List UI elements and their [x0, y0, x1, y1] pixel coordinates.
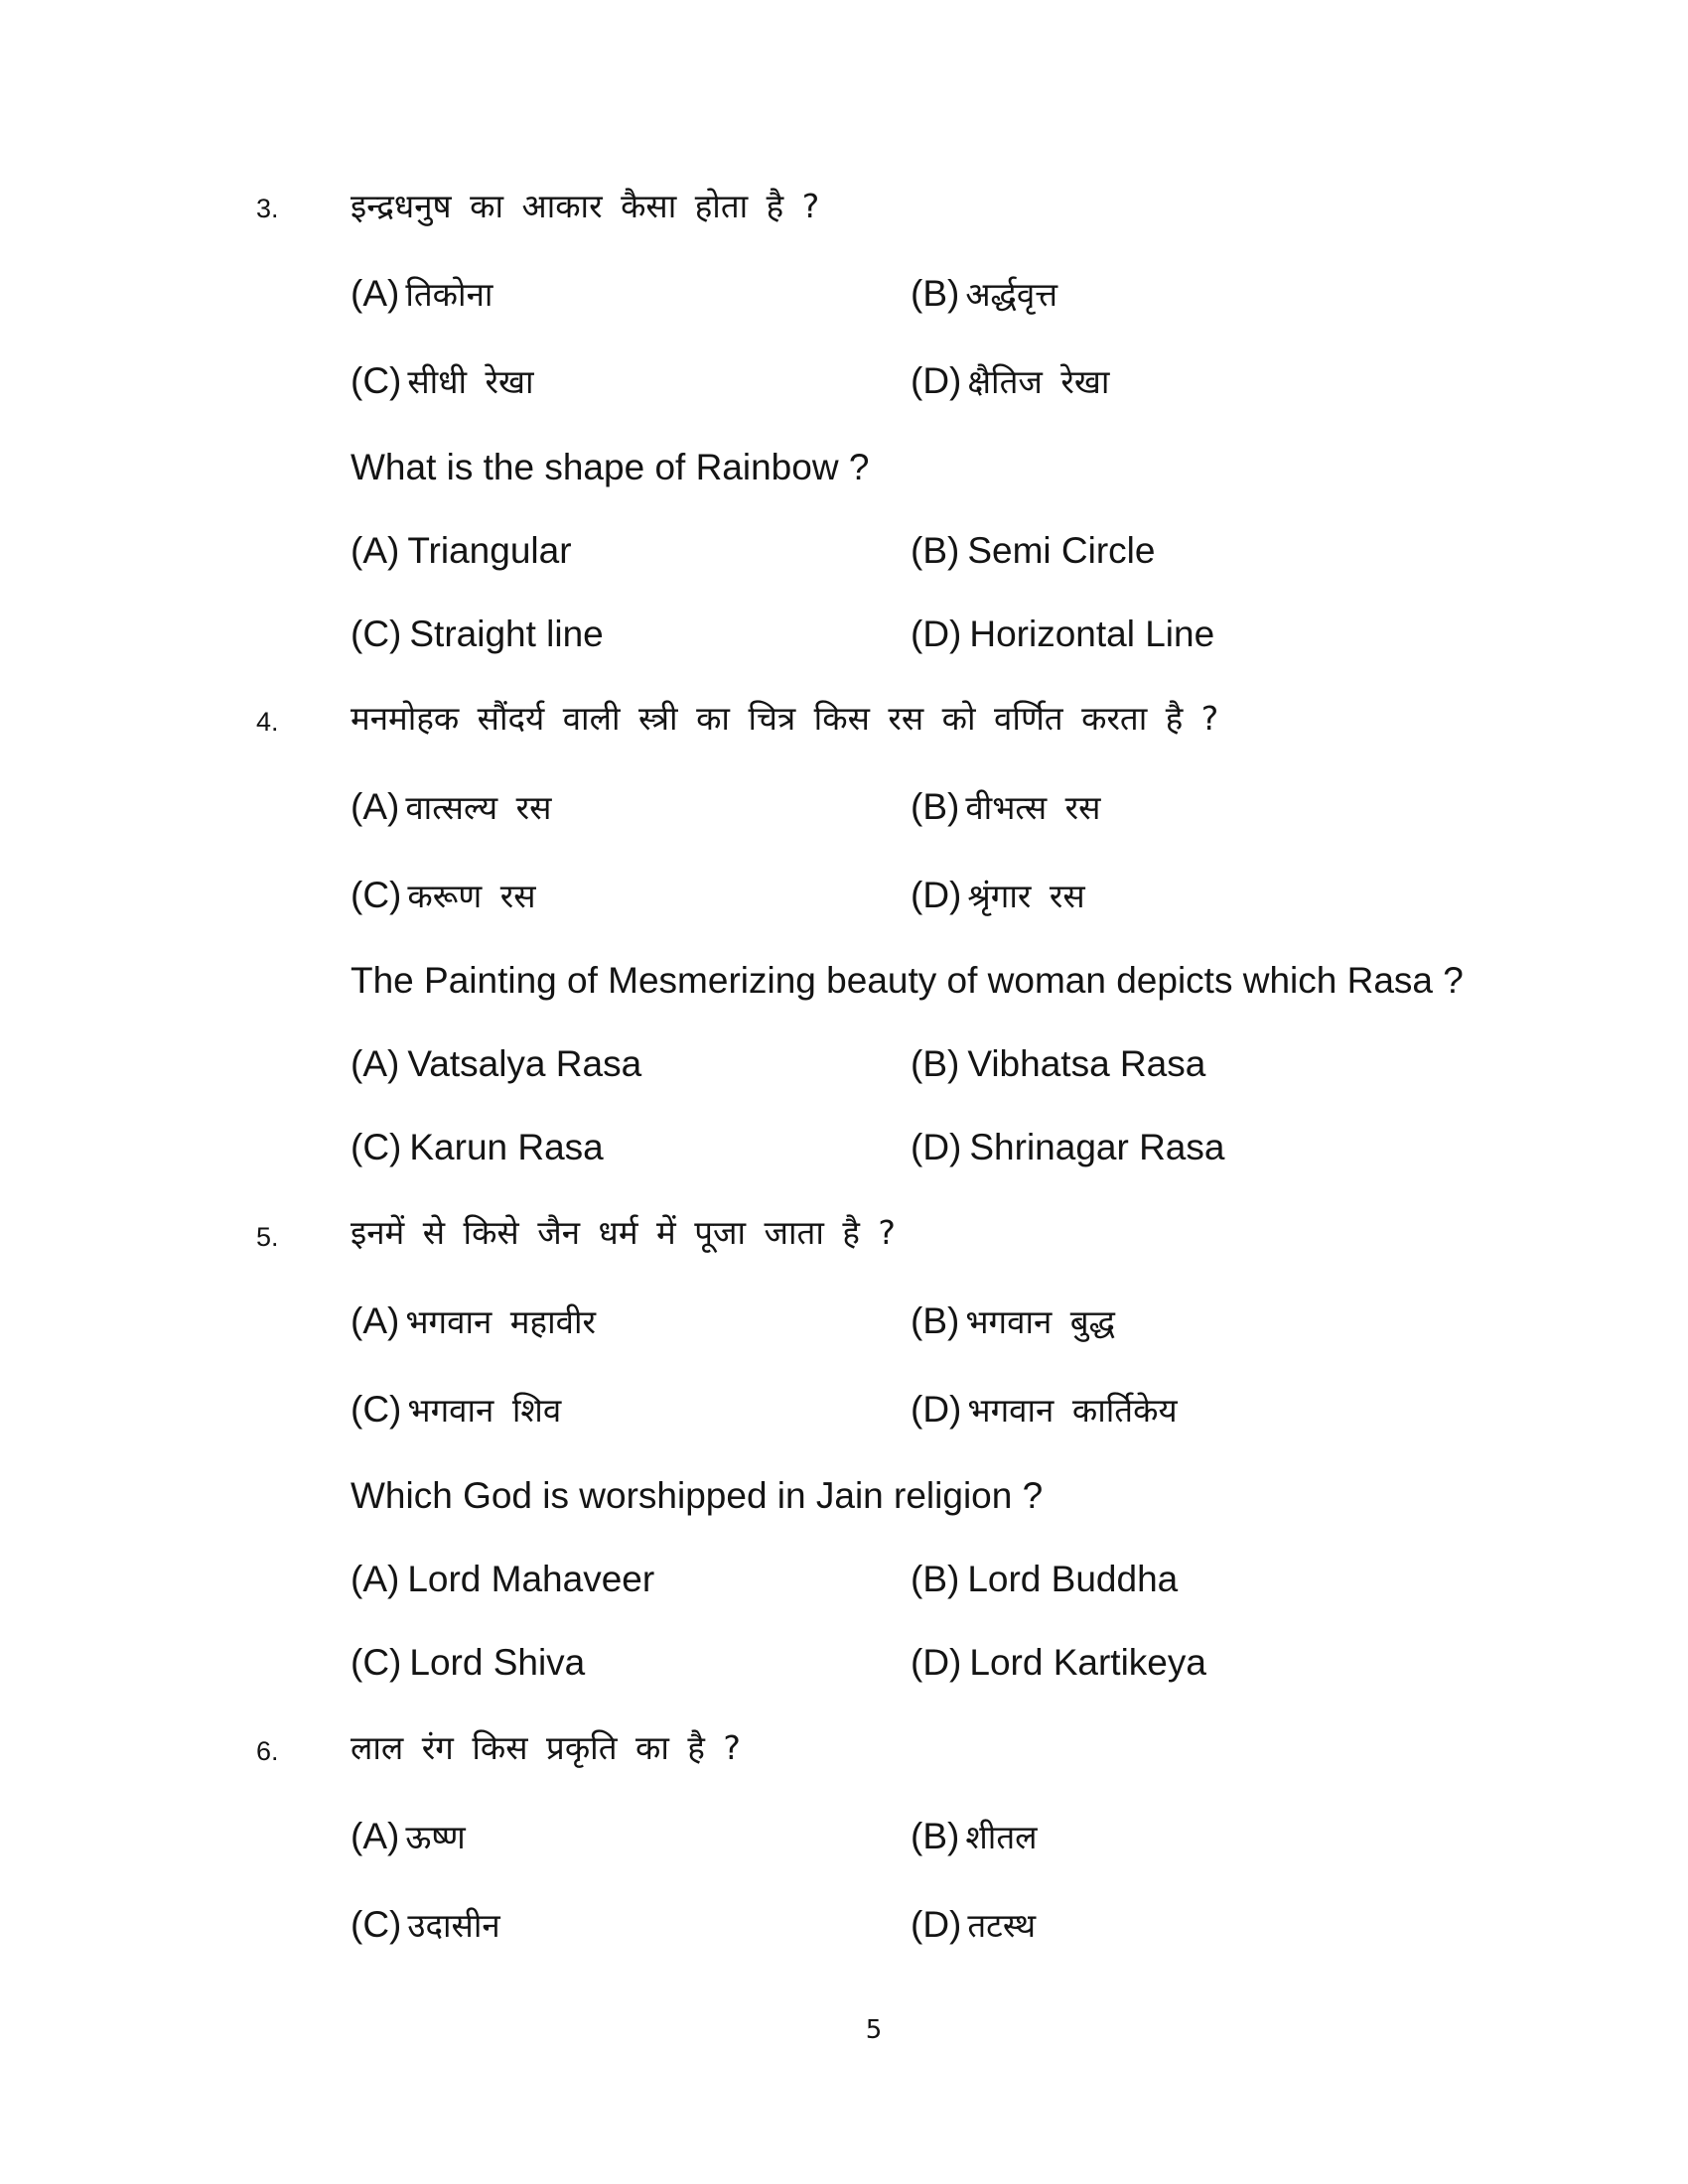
question-text-english: What is the shape of Rainbow ? — [351, 447, 870, 487]
option-a-hindi — [351, 785, 552, 830]
option-label: (C) — [351, 1904, 402, 1945]
option-text: भगवान महावीर — [405, 1302, 597, 1341]
option-a-hindi — [351, 1299, 596, 1344]
option-label: (A) — [351, 1300, 400, 1341]
option-label: (A) — [351, 1559, 400, 1599]
question-text-hindi: इनमें से किसे जैन धर्म में पूजा जाता है ? — [351, 1213, 896, 1252]
option-d-english — [911, 1641, 1206, 1685]
option-d-hindi — [911, 359, 1109, 404]
option-b-hindi — [911, 785, 1100, 830]
option-text: श्रृंगार रस — [967, 877, 1085, 915]
option-text: तटस्थ — [967, 1906, 1037, 1945]
option-label: (B) — [911, 1816, 960, 1856]
option-label: (D) — [911, 1127, 962, 1167]
option-text: सीधी रेखा — [407, 362, 534, 401]
option-text: Triangular — [407, 530, 572, 571]
option-b-hindi — [911, 1815, 1038, 1859]
question-number: 5. — [256, 1222, 279, 1252]
option-text: Vibhatsa Rasa — [967, 1043, 1206, 1084]
page-number: 5 — [865, 2015, 883, 2045]
option-text: Horizontal Line — [969, 614, 1215, 654]
option-text: करूण रस — [407, 877, 536, 915]
option-label: (A) — [351, 273, 400, 314]
option-label: (D) — [911, 360, 962, 401]
option-text: वात्सल्य रस — [405, 788, 552, 827]
option-label: (B) — [911, 1559, 960, 1599]
option-label: (D) — [911, 614, 962, 654]
option-text: भगवान शिव — [407, 1391, 562, 1430]
option-label: (C) — [351, 1642, 402, 1683]
option-d-hindi — [911, 1903, 1036, 1948]
question-number: 4. — [256, 707, 279, 737]
question-text-english: The Painting of Mesmerizing beauty of woman depicts which Rasa ? — [351, 960, 1464, 1001]
option-label: (D) — [911, 1642, 962, 1683]
option-c-hindi — [351, 1388, 561, 1433]
option-label: (C) — [351, 1389, 402, 1430]
option-label: (D) — [911, 875, 962, 915]
option-d-hindi — [911, 874, 1085, 918]
option-c-english — [351, 1641, 585, 1685]
option-text: Lord Mahaveer — [407, 1559, 655, 1599]
option-text: Semi Circle — [967, 530, 1156, 571]
question-text-hindi: मनमोहक सौंदर्य वाली स्त्री का चित्र किस रस को वर्णित करता है ? — [351, 699, 1219, 738]
option-text: Karun Rasa — [409, 1127, 604, 1167]
option-text: Shrinagar Rasa — [969, 1127, 1225, 1167]
option-text: क्षैतिज रेखा — [967, 362, 1110, 401]
option-a-hindi — [351, 272, 492, 317]
option-d-english — [911, 1126, 1224, 1169]
option-d-english — [911, 613, 1214, 656]
option-label: (A) — [351, 786, 400, 827]
option-text: ऊष्ण — [405, 1818, 466, 1856]
option-label: (A) — [351, 1816, 400, 1856]
question-text-hindi: इन्द्रधनुष का आकार कैसा होता है ? — [351, 187, 820, 225]
option-label: (A) — [351, 1043, 400, 1084]
option-label: (A) — [351, 530, 400, 571]
question-number: 6. — [256, 1736, 279, 1766]
option-text: तिकोना — [405, 275, 493, 314]
option-d-hindi — [911, 1388, 1178, 1433]
option-label: (B) — [911, 1300, 960, 1341]
option-a-english — [351, 1042, 641, 1086]
question-text-english: Which God is worshipped in Jain religion ? — [351, 1475, 1044, 1516]
option-b-hindi — [911, 272, 1057, 317]
option-a-english — [351, 529, 572, 573]
option-label: (C) — [351, 360, 402, 401]
option-text: उदासीन — [407, 1906, 500, 1945]
option-c-hindi — [351, 874, 536, 918]
option-text: शीतल — [965, 1818, 1038, 1856]
option-b-hindi — [911, 1299, 1115, 1344]
option-c-hindi — [351, 1903, 500, 1948]
option-c-english — [351, 1126, 604, 1169]
option-text: वीभत्स रस — [965, 788, 1101, 827]
option-label: (D) — [911, 1389, 962, 1430]
option-text: Lord Shiva — [409, 1642, 586, 1683]
option-text: Lord Kartikeya — [969, 1642, 1206, 1683]
question-number: 3. — [256, 194, 279, 223]
option-c-english — [351, 613, 604, 656]
option-label: (D) — [911, 1904, 962, 1945]
option-text: अर्द्धवृत्त — [965, 275, 1058, 314]
option-label: (C) — [351, 875, 402, 915]
option-text: भगवान बुद्ध — [965, 1302, 1116, 1341]
question-text-hindi: लाल रंग किस प्रकृति का है ? — [351, 1728, 741, 1767]
option-text: Vatsalya Rasa — [407, 1043, 642, 1084]
option-text: Lord Buddha — [967, 1559, 1179, 1599]
option-c-hindi — [351, 359, 534, 404]
option-label: (B) — [911, 273, 960, 314]
option-label: (C) — [351, 1127, 402, 1167]
option-label: (C) — [351, 614, 402, 654]
option-label: (B) — [911, 1043, 960, 1084]
option-label: (B) — [911, 530, 960, 571]
option-b-english — [911, 1558, 1178, 1601]
option-b-english — [911, 1042, 1205, 1086]
option-b-english — [911, 529, 1155, 573]
option-text: Straight line — [409, 614, 604, 654]
option-a-hindi — [351, 1815, 466, 1859]
option-text: भगवान कार्तिकेय — [967, 1391, 1178, 1430]
option-label: (B) — [911, 786, 960, 827]
option-a-english — [351, 1558, 654, 1601]
